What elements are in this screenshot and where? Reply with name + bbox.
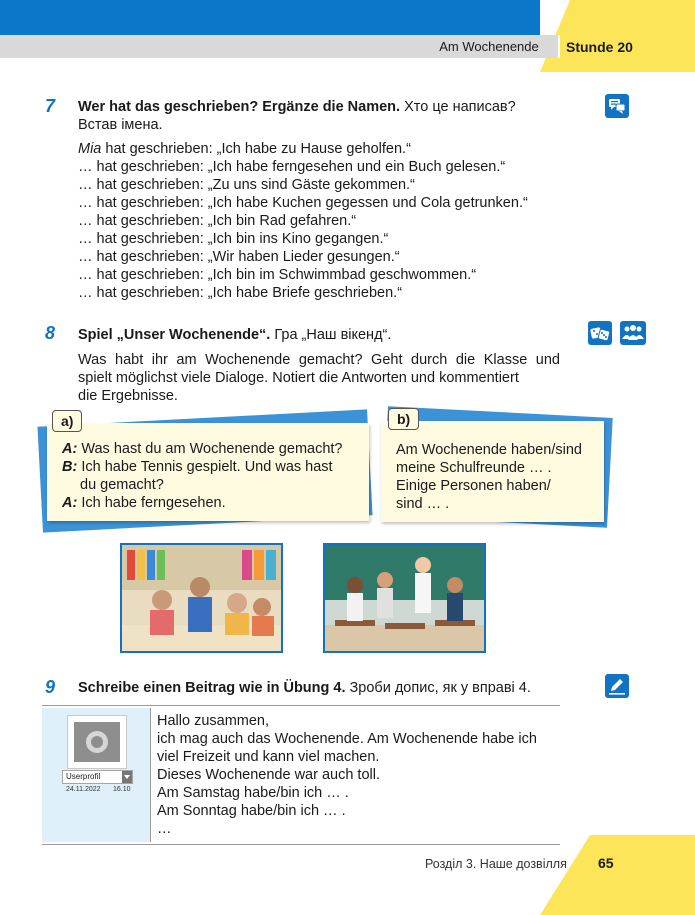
card-b-line: sind … .: [396, 496, 450, 512]
exercise-7-title: Wer hat das geschrieben? Ergänze die Namen.: [78, 99, 401, 115]
example-name: Mia: [78, 141, 102, 157]
dialogue-text: Ich habe Tennis gespielt. Und was hast: [77, 459, 333, 475]
exercise-9-number: 9: [45, 677, 56, 697]
post-line: Am Sonntag habe/bin ich … .: [157, 803, 346, 819]
exercise-8-description: [78, 351, 560, 405]
exercise-7-line: … hat geschrieben: „Ich bin im Schwimmbad geschwommen.“: [78, 267, 477, 283]
speaker-label: B:: [62, 459, 78, 475]
classroom-photo-1: [120, 543, 283, 653]
classroom-photo-2: [323, 543, 486, 653]
exercise-8-heading: [78, 326, 391, 344]
exercise-8-title: Spiel „Unser Wochenende“.: [78, 327, 271, 343]
exercise-7-heading: [78, 98, 563, 134]
post-line: Dieses Wochenende war auch toll.: [157, 767, 380, 783]
pencil-icon: [605, 674, 629, 698]
card-b-line: Am Wochenende haben/sind: [396, 442, 582, 458]
post-line: viel Freizeit und kann viel machen.: [157, 749, 380, 765]
exercise-7-line: … hat geschrieben: „Ich habe ferngesehen und ein Buch gelesen.“: [78, 159, 506, 175]
exercise-7-list: [78, 140, 528, 302]
post-time: 16.10: [113, 786, 131, 793]
post-line: Am Samstag habe/bin ich … .: [157, 785, 349, 801]
exercise-7-line: … hat geschrieben: „Ich bin Rad gefahren.“: [78, 213, 357, 229]
exercise-9-title: Schreibe einen Beitrag wie in Übung 4.: [78, 680, 346, 696]
header-divider: [558, 35, 560, 58]
post-line: Hallo zusammen,: [157, 713, 270, 729]
exercise-9-title-uk: Зроби допис, як у вправі 4.: [349, 680, 531, 696]
exercise-7-example: [78, 140, 528, 158]
exercise-8-desc-line: die Ergebnisse.: [78, 388, 178, 404]
exercise-7-line: … hat geschrieben: „Wir haben Lieder gesungen.“: [78, 249, 400, 265]
post-line: …: [157, 821, 172, 837]
exercise-8-desc-line: spielt möglichst viele Dialoge. Notiert die Antworten und kommentiert: [78, 370, 519, 386]
dice-icon: [588, 321, 612, 345]
post-text: [157, 712, 537, 838]
profile-separator: [150, 708, 151, 842]
example-text: hat geschrieben: „Ich habe zu Hause geholfen.“: [101, 141, 411, 157]
exercise-7-line: … hat geschrieben: „Ich habe Briefe geschrieben.“: [78, 285, 403, 301]
exercise-7-title-uk-2: Встав імена.: [78, 117, 163, 133]
speech-bubble-icon: [605, 94, 629, 118]
card-a-dialogue: [62, 440, 343, 512]
footer-yellow-band: [540, 835, 695, 915]
dialogue-text: du gemacht?: [80, 477, 164, 493]
header-topic: Am Wochenende: [439, 39, 539, 54]
exercise-8-desc-line: Was habt ihr am Wochenende gemacht? Geht durch die Klasse und: [78, 352, 560, 368]
header-lesson: Stunde 20: [566, 39, 633, 55]
exercise-7-line: … hat geschrieben: „Ich habe Kuchen gegessen und Cola getrunken.“: [78, 195, 528, 211]
speaker-label: A:: [62, 441, 78, 457]
exercise-7-line: … hat geschrieben: „Ich bin ins Kino gegangen.“: [78, 231, 389, 247]
card-b-text: [396, 441, 582, 513]
userprofil-select[interactable]: [62, 770, 133, 784]
exercise-8-number: 8: [45, 323, 56, 343]
header-yellow-band: [540, 0, 695, 72]
userprofil-label: Userprofil: [66, 772, 101, 781]
exercise-7-title-uk: Хто це написав?: [404, 99, 516, 115]
exercise-7-number: 7: [45, 96, 56, 116]
exercise-9-heading: [78, 679, 531, 697]
dialogue-text: Ich habe ferngesehen.: [77, 495, 226, 511]
speaker-label: A:: [62, 495, 78, 511]
post-date: 24.11.2022: [66, 786, 101, 793]
avatar: [67, 715, 127, 769]
footer-section: Розділ 3. Наше дозвілля: [425, 857, 567, 871]
card-b-tag: b): [388, 408, 419, 430]
chevron-down-icon: [122, 771, 132, 783]
group-icon: [620, 321, 646, 345]
dialogue-text: Was hast du am Wochenende gemacht?: [77, 441, 343, 457]
page-number: 65: [598, 855, 614, 871]
card-a-tag: a): [52, 410, 82, 432]
card-b-line: Einige Personen haben/: [396, 478, 551, 494]
exercise-7-line: … hat geschrieben: „Zu uns sind Gäste gekommen.“: [78, 177, 415, 193]
post-line: ich mag auch das Wochenende. Am Wochenende habe ich: [157, 731, 537, 747]
exercise-8-title-uk: Гра „Наш вікенд“.: [274, 327, 392, 343]
card-b-line: meine Schulfreunde … .: [396, 460, 552, 476]
